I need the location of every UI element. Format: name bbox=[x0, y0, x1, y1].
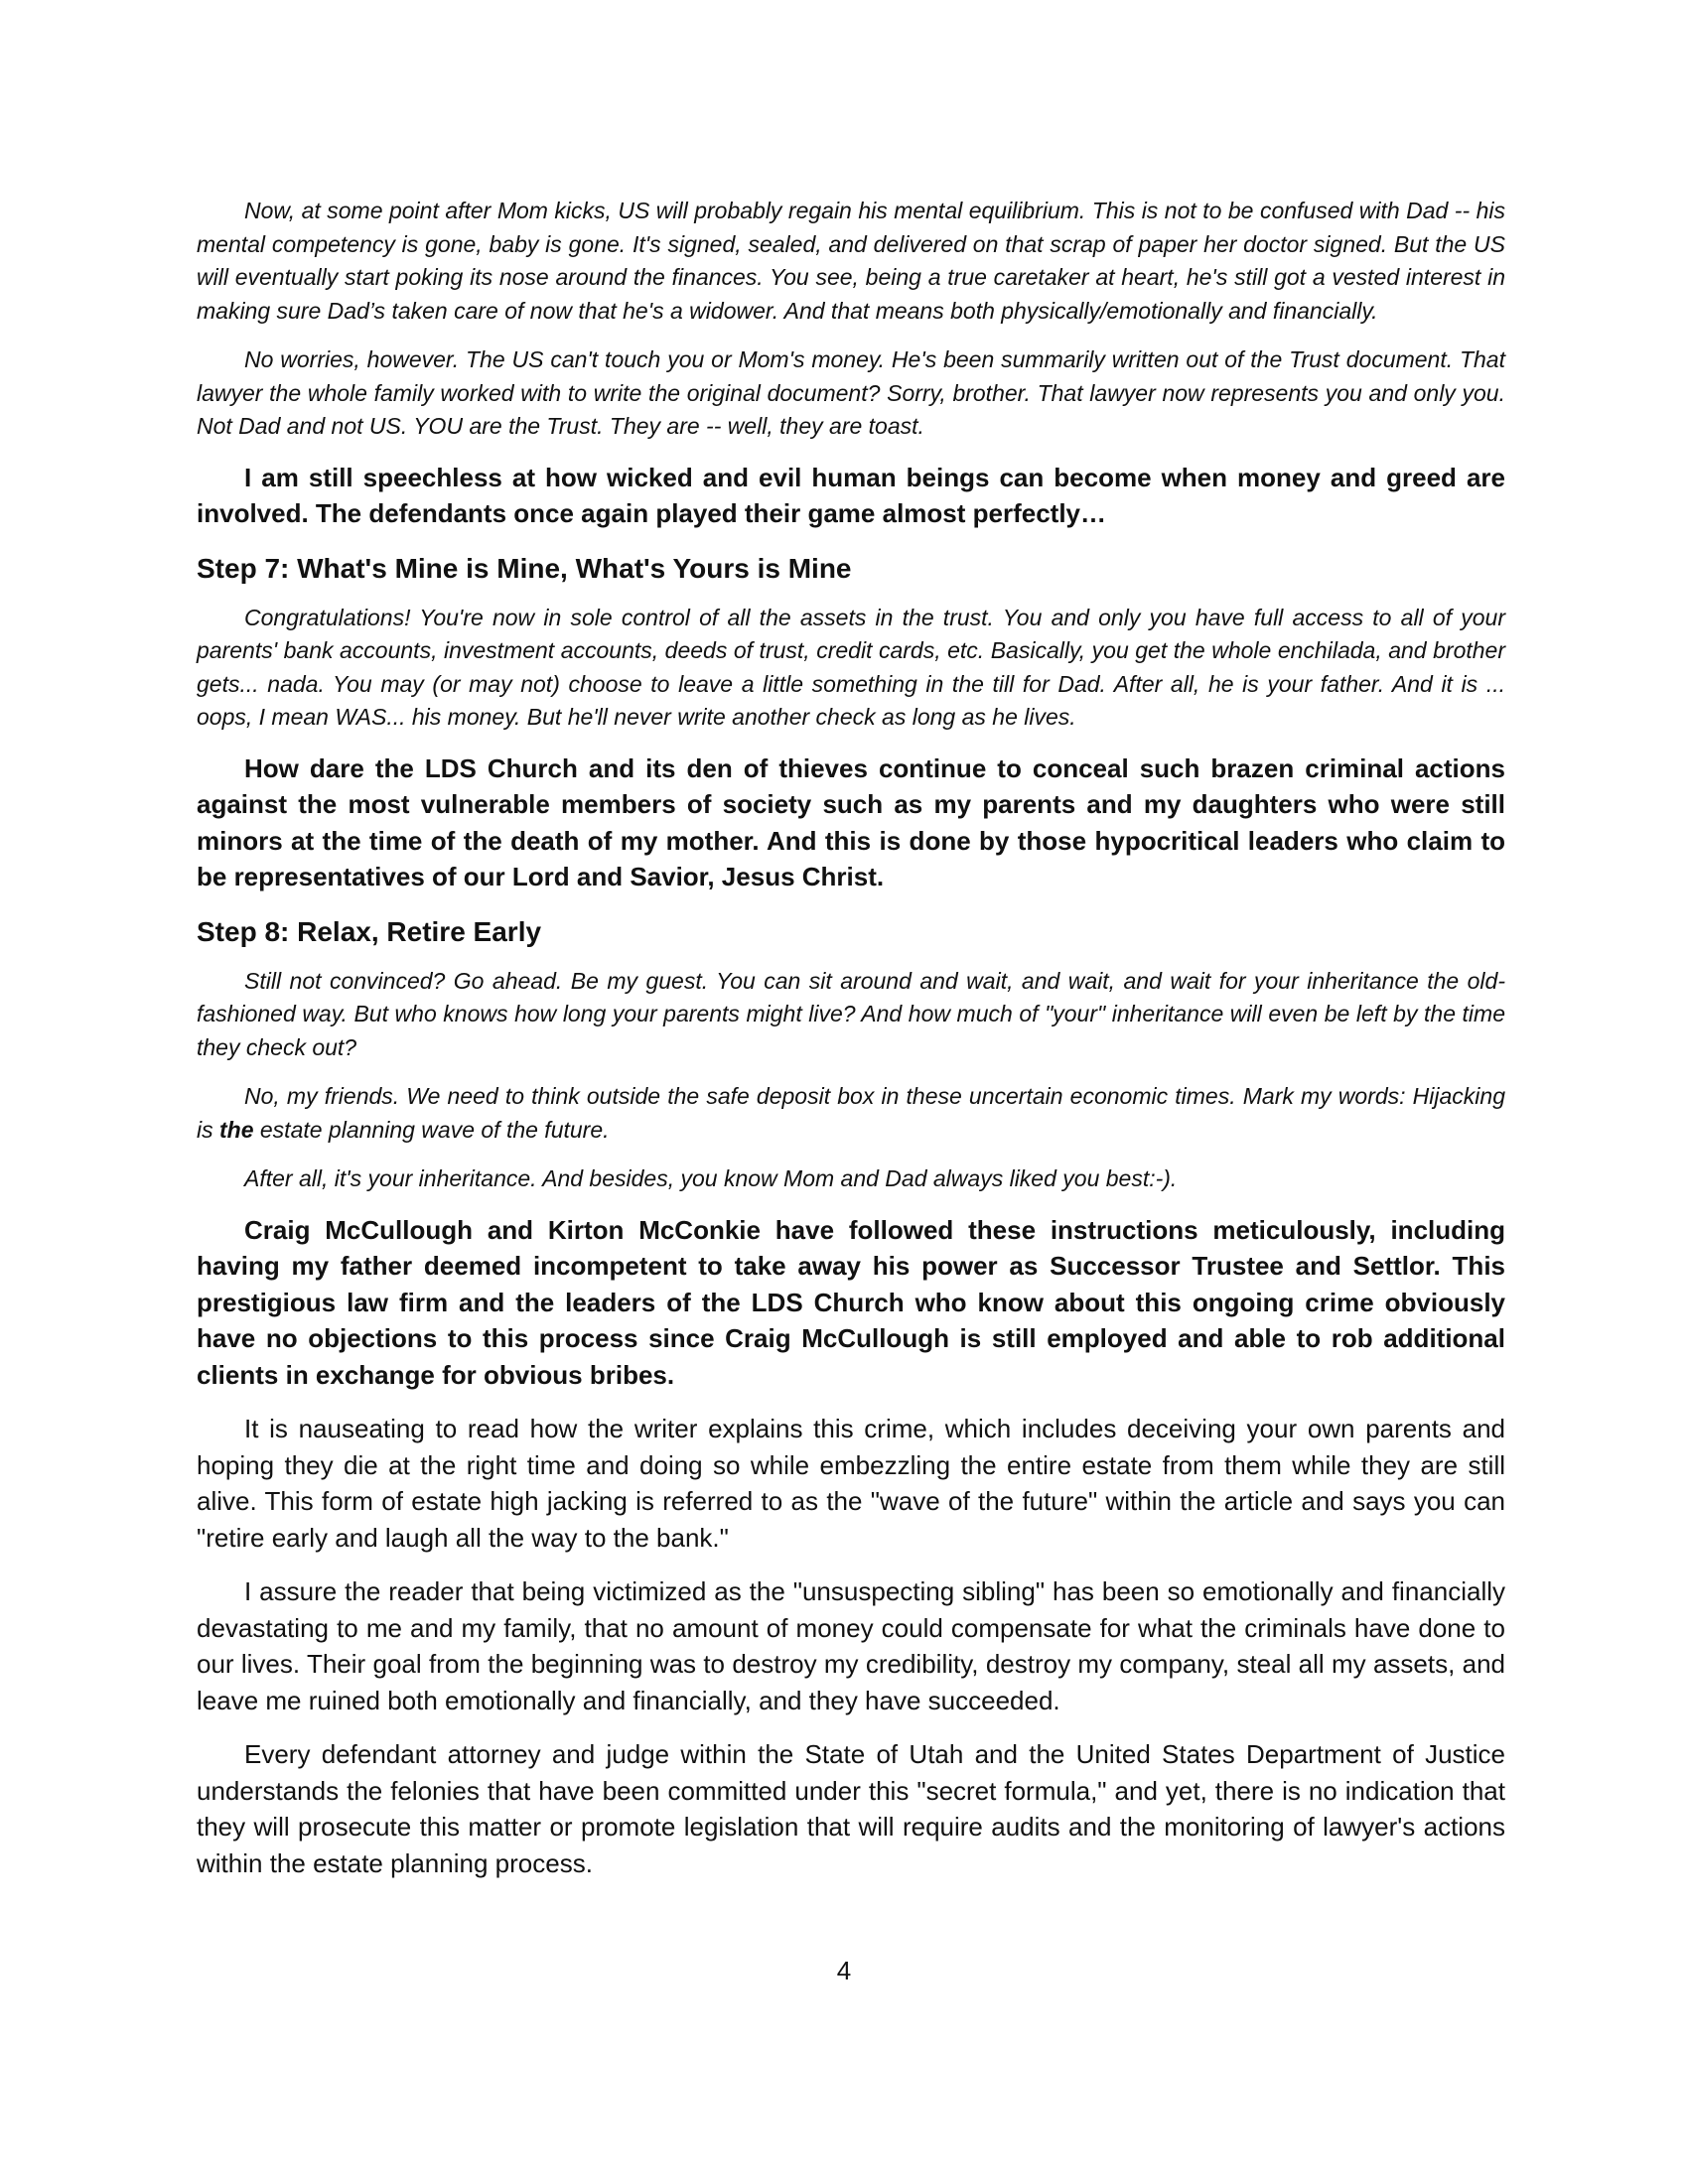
body-paragraph-victimized: I assure the reader that being victimized as the "unsuspecting sibling" has been so emotionally and financially devastating to me and my family, that no amount of money could compensate for what the criminals have done to our lives. Their goal from the beginning was to destroy my credibility, destroy my company, steal all my assets, and leave me ruined both emotionally and financially, and they have succeeded. bbox=[197, 1576, 1505, 1715]
emphasized-word: the bbox=[219, 1116, 254, 1143]
quote-paragraph-hijacking bbox=[197, 1080, 1505, 1147]
commentary-paragraph-speechless: I am still speechless at how wicked and evil human beings can become when money and greed are involved. The defendants once again played their game almost perfectly… bbox=[197, 462, 1505, 528]
section-heading-step-7: Step 7: What's Mine is Mine, What's Yours is Mine bbox=[197, 552, 852, 584]
quote-paragraph-congratulations: Congratulations! You're now in sole control of all the assets in the trust. You and only you have full access to all of your parents' bank accounts, investment accounts, deeds of trust, credit cards, etc. Basically, you get the whole enchilada, and brother gets... nada. You may (or may not) choose to leave a little something in the till for Dad. After all, he is your father. And it is ... oops, I mean WAS... his money. But he'll never write another check as long as he lives. bbox=[197, 604, 1505, 730]
quote-paragraph-inheritance: After all, it's your inheritance. And besides, you know Mom and Dad always liked you best:-). bbox=[244, 1165, 1178, 1191]
section-heading-step-8: Step 8: Relax, Retire Early bbox=[197, 915, 542, 947]
quote-text-after: estate planning wave of the future. bbox=[253, 1116, 610, 1143]
body-paragraph-defendant-attorneys: Every defendant attorney and judge within the State of Utah and the United States Department of Justice understands the felonies that have been committed under this "secret formula," and yet, there is no indication that they will prosecute this matter or promote legislation that will require audits and the monitoring of lawyer's actions within the estate planning process. bbox=[197, 1739, 1505, 1878]
document-page bbox=[197, 195, 1505, 1899]
quote-text-before: No, my friends. We need to think outside the safe deposit box in these uncertain economic times. Mark my words: Hijacking is bbox=[197, 1083, 1505, 1143]
page-number: 4 bbox=[836, 1956, 852, 1985]
quote-paragraph-trust-document: No worries, however. The US can't touch you or Mom's money. He's been summarily written out of the Trust document. That lawyer the whole family worked with to write the original document? Sorry, brother. That lawyer now represents you and only you. Not Dad and not US. YOU are the Trust. They are -- well, they are toast. bbox=[197, 346, 1505, 439]
commentary-paragraph-lds-church: How dare the LDS Church and its den of thieves continue to conceal such brazen criminal actions against the most vulnerable members of society such as my parents and my daughters who were still minors at the time of the death of my mother. And this is done by those hypocritical leaders who claim to be representatives of our Lord and Savior, Jesus Christ. bbox=[197, 752, 1505, 891]
quote-paragraph-still-not-convinced: Still not convinced? Go ahead. Be my guest. You can sit around and wait, and wait, and wait for your inheritance the old-fashioned way. But who knows how long your parents might live? And how much of "your" inheritance will even be left by the time they check out? bbox=[197, 967, 1505, 1060]
commentary-paragraph-mccullough: Craig McCullough and Kirton McConkie have followed these instructions meticulously, including having my father deemed incompetent to take away his power as Successor Trustee and Settlor. This prestigious law firm and the leaders of the LDS Church who know about this ongoing crime obviously have no objections to this process since Craig McCullough is still employed and able to rob additional clients in exchange for obvious bribes. bbox=[197, 1214, 1505, 1390]
quote-paragraph-widower: Now, at some point after Mom kicks, US will probably regain his mental equilibrium. This is not to be confused with Dad -- his mental competency is gone, baby is gone. It's signed, sealed, and delivered on that scrap of paper her doctor signed. But the US will eventually start poking its nose around the finances. You see, being a true caretaker at heart, he's still got a vested interest in making sure Dad’s taken care of now that he's a widower. And that means both physically/emotionally and financially. bbox=[197, 198, 1505, 324]
body-paragraph-nauseating: It is nauseating to read how the writer explains this crime, which includes deceiving your own parents and hoping they die at the right time and doing so while embezzling the entire estate from them while they are still alive. This form of estate high jacking is referred to as the "wave of the future" within the article and says you can "retire early and laugh all the way to the bank." bbox=[197, 1414, 1505, 1553]
